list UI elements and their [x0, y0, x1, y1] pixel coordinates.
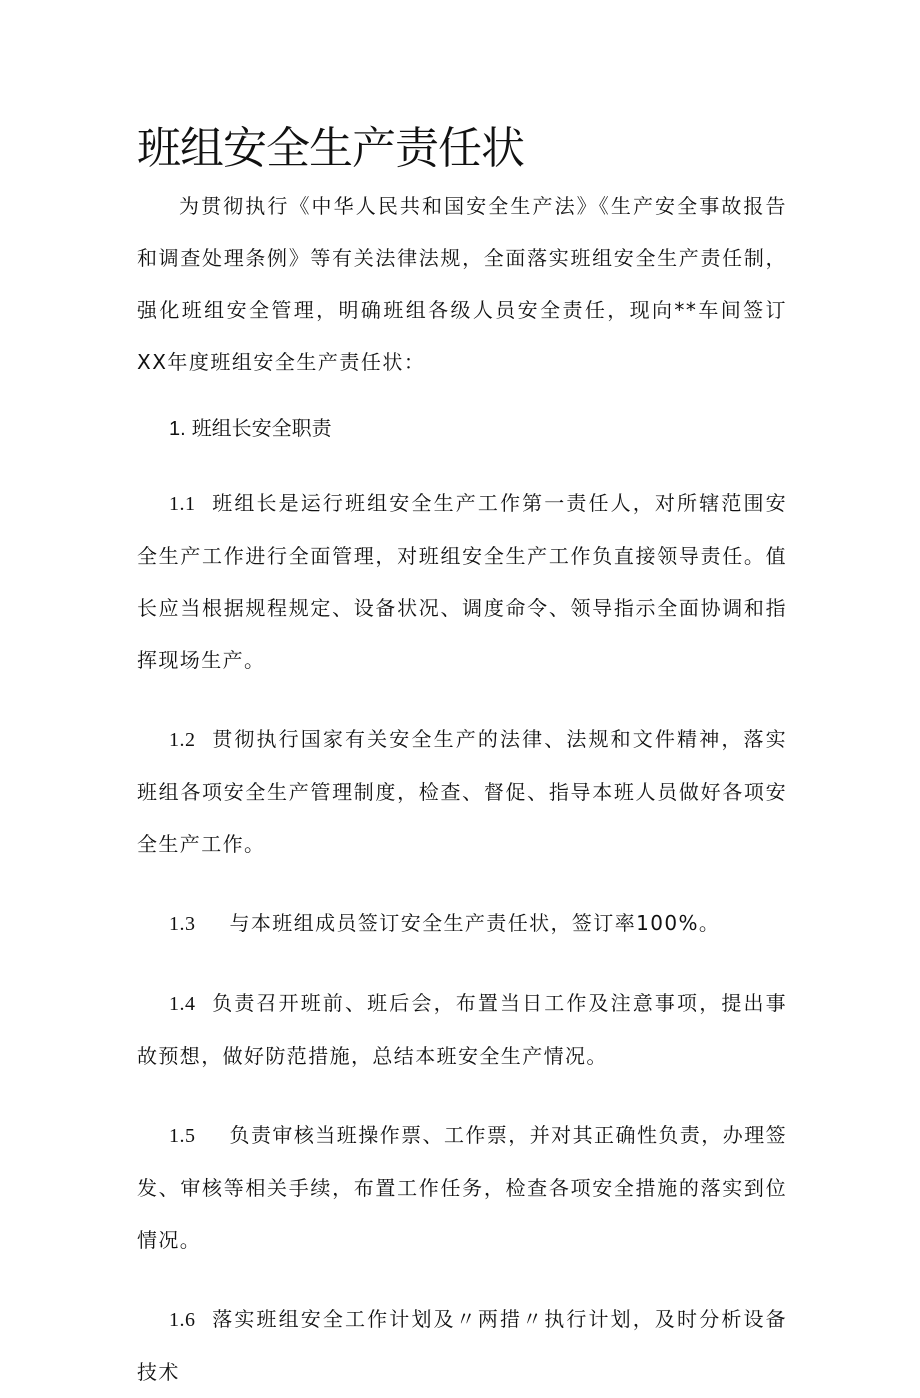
- document-body: [137, 118, 787, 1398]
- section-number: 1.: [169, 418, 186, 440]
- clause-number: 1.3: [169, 913, 196, 935]
- clause-number: 1.5: [169, 1125, 196, 1147]
- clause-text: 负责审核当班操作票、工作票，并对其正确性负责，办理签发、审核等相关手续，布置工作任务，检查各项安全措施的落实到位情况。: [137, 1123, 787, 1252]
- clause-number: 1.4: [169, 993, 196, 1015]
- clause-1-3: [137, 897, 787, 950]
- clause-number: 1.6: [169, 1309, 196, 1331]
- clause-1-6: [137, 1293, 787, 1398]
- section-heading-text: 班组长安全职责: [191, 416, 332, 440]
- section-heading: [169, 402, 787, 455]
- clause-1-2: [137, 713, 787, 870]
- clause-text: 落实班组安全工作计划及〃两措〃执行计划，及时分析设备技术: [137, 1307, 787, 1384]
- clause-text: 与本班组成员签订安全生产责任状，签订率100%。: [229, 911, 721, 935]
- clause-1-1: [137, 477, 787, 686]
- document-title: 班组安全生产责任状: [137, 123, 524, 174]
- clause-1-4: [137, 977, 787, 1082]
- clause-number: 1.1: [169, 493, 196, 515]
- clause-text: 贯彻执行国家有关安全生产的法律、法规和文件精神，落实班组各项安全生产管理制度，检查、督促、指导本班人员做好各项安全生产工作。: [137, 727, 787, 856]
- clause-text: 班组长是运行班组安全生产工作第一责任人，对所辖范围安全生产工作进行全面管理，对班组安全生产工作负直接领导责任。值长应当根据规程规定、设备状况、调度命令、领导指示全面协调和指挥现场生产。: [137, 491, 787, 672]
- intro-paragraph: 为贯彻执行《中华人民共和国安全生产法》《生产安全事故报告和调查处理条例》等有关法律法规，全面落实班组安全生产责任制，强化班组安全管理，明确班组各级人员安全责任，现向**车间签订XX年度班组安全生产责任状：: [137, 194, 787, 374]
- clause-number: 1.2: [169, 729, 196, 751]
- clause-text: 负责召开班前、班后会，布置当日工作及注意事项，提出事故预想，做好防范措施，总结本班安全生产情况。: [137, 991, 787, 1068]
- clause-1-5: [137, 1109, 787, 1266]
